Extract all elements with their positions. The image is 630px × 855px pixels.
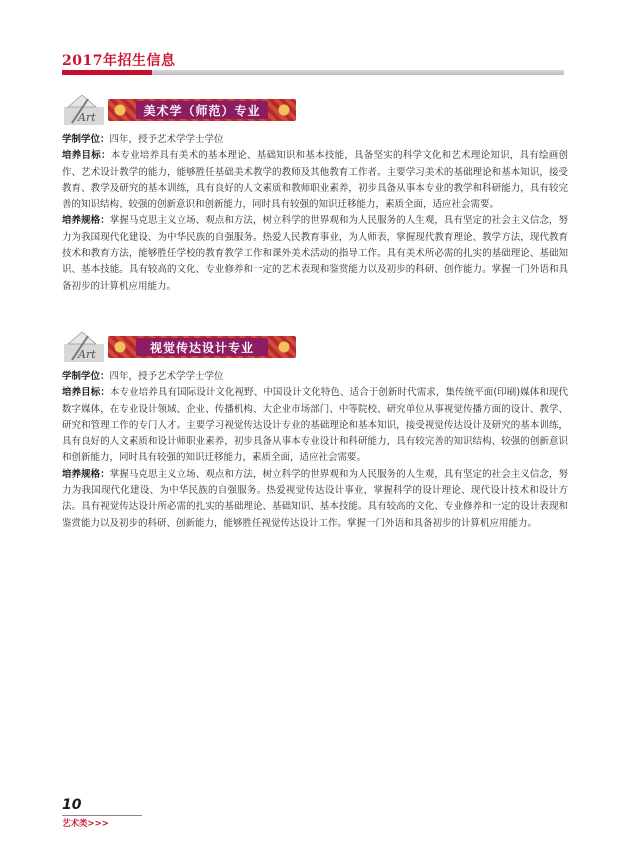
paragraph-requirements (62, 467, 568, 532)
paragraph-text: 掌握马克思主义立场、观点和方法，树立科学的世界观和为人民服务的人生观，具有坚定的社会主义信念，努力为我国现代化建设、为中华民族的自强服务。热爱人民教育事业，为人师表，掌握现代教育理论、教学方法，现代教育技术和教育方法，能够胜任学校的教育教学工作和课外美术活动的指导工作。具有美术所必需的扎实的基础理论、基础知识、基本技能。具有较高的文化、专业修养和一定的艺术表现和鉴赏能力以及初步的科研、创作能力。掌握一门外语和具备初步的计算机应用能力。 (62, 215, 568, 292)
badge-text: Art (78, 348, 96, 361)
header-title: 2017年招生信息 (62, 53, 176, 69)
page-number: 10 (62, 797, 82, 813)
paragraph-label: 培养目标： (62, 150, 111, 162)
category-label: 艺术类>>> (62, 819, 109, 829)
section-title-ribbon (108, 99, 296, 121)
paragraph-label: 学制学位： (62, 371, 110, 382)
art-pencil-icon (62, 330, 106, 366)
section-title: 美术学（师范）专业 (143, 103, 261, 118)
paragraph-label: 培养规格： (62, 215, 110, 227)
section-content-visual-design (62, 369, 568, 532)
paragraph-text: 四年，授予艺术学学士学位 (109, 134, 224, 145)
paragraph-text: 掌握马克思主义立场、观点和方法，树立科学的世界观和为人民服务的人生观，具有坚定的社会主义信念，努力为我国现代化建设、为中华民族的自强服务。热爱视觉传达设计事业，掌握科学的设计理论、现代设计技术和设计方法。具有视觉传达设计所必需的扎实的基础理论、基础知识、基本技能。具有较高的文化、专业修养和一定的设计表现和鉴赏能力以及初步的科研、创新能力，能够胜任视觉传达设计工作。掌握一门外语和具备初步的计算机应用能力。 (62, 468, 568, 529)
header-rule-accent (62, 70, 152, 75)
badge-text: Art (78, 111, 96, 124)
paragraph-text: 本专业培养具有美术的基本理论、基础知识和基本技能，具备坚实的科学文化和艺术理论知识，具有绘画创作、艺术设计教学的能力，能够胜任基础美术教学的教师及其他教育工作者。主要学习美术的基础理论和基本知识，接受教育、教学及研究的基本训练，具有良好的人文素质和教师职业素养，初步具备从事本专业的教学和科研能力，具有较完善的知识结构、较强的创新意识和创新能力，同时具有较强的知识迁移能力，素质全面，适应社会需要。 (62, 150, 568, 211)
paragraph-text: 四年，授予艺术学学士学位 (109, 371, 224, 382)
section-banner-fine-arts (62, 93, 302, 129)
paragraph-objective (62, 385, 568, 466)
section-content-fine-arts (62, 132, 568, 295)
paragraph-degree (62, 132, 568, 148)
paragraph-label: 培养目标： (62, 387, 110, 399)
paragraph-label: 学制学位： (62, 134, 110, 145)
paragraph-degree (62, 369, 568, 385)
section-title-ribbon (108, 336, 296, 358)
footer-rule (62, 815, 142, 816)
art-pencil-icon (62, 93, 106, 129)
section-banner-visual-design (62, 330, 302, 366)
paragraph-text: 本专业培养具有国际设计文化视野、中国设计文化特色、适合于创新时代需求，集传统平面(印刷)媒体和现代数字媒体，在专业设计领域、企业、传播机构、大企业市场部门、中等院校、研究单位从事视觉传播方面的设计、教学、研究和管理工作的专门人才。主要学习视觉传达设计专业的基础理论和基本知识，接受视觉传达设计及研究的基本训练，具有良好的人文素质和设计师职业素养，初步具备从事本专业设计和科研能力，具有较完善的知识结构、较强的创新意识和创新能力，同时具有较强的知识迁移能力，素质全面，适应社会需要。 (62, 387, 568, 464)
paragraph-objective (62, 148, 568, 213)
page-footer (62, 797, 262, 827)
paragraph-label: 培养规格： (62, 468, 110, 480)
page-header (62, 50, 564, 76)
section-title: 视觉传达设计专业 (149, 340, 254, 355)
paragraph-requirements (62, 213, 568, 294)
